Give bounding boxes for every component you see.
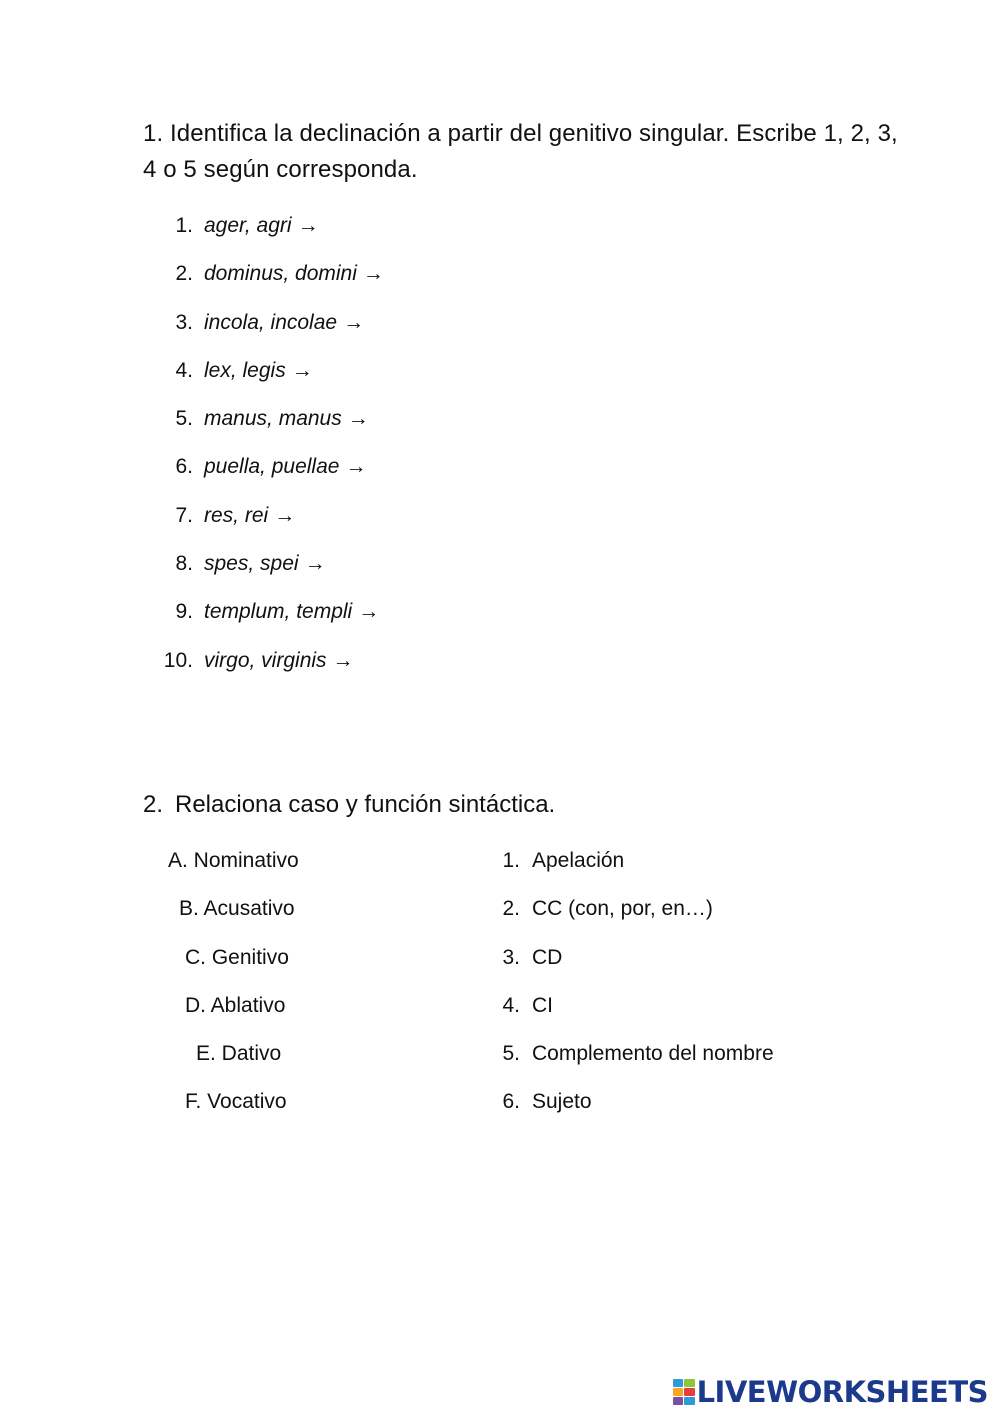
arrow-icon: → [347, 407, 369, 431]
arrow-icon: → [304, 552, 326, 576]
item-number: 3. [175, 310, 193, 334]
case-item: E. Dativo [196, 1042, 282, 1066]
arrow-icon: → [343, 310, 365, 334]
item-word: dominus, domini → [204, 262, 384, 286]
case-item: D. Ablativo [185, 993, 286, 1017]
function-label: Sujeto [532, 1090, 592, 1114]
function-label: CC (con, por, en…) [532, 897, 713, 921]
list-item [160, 547, 660, 595]
exercise-2-text: Relaciona caso y función sintáctica. [175, 791, 556, 818]
item-number: 6. [175, 455, 193, 479]
item-number: 9. [175, 600, 193, 624]
case-item: C. Genitivo [185, 945, 289, 969]
item-number: 10. [163, 648, 193, 672]
arrow-icon: → [332, 648, 354, 672]
item-number: 2. [175, 262, 193, 286]
item-word: virgo, virginis → [204, 648, 354, 672]
function-item [488, 892, 908, 940]
case-item: F. Vocativo [185, 1090, 287, 1114]
function-number: 3. [502, 945, 520, 969]
case-item: B. Acusativo [179, 897, 295, 921]
case-column [160, 844, 360, 1134]
item-word: lex, legis → [204, 358, 313, 382]
function-label: Complemento del nombre [532, 1042, 774, 1066]
function-item [488, 844, 908, 892]
function-number: 4. [502, 993, 520, 1017]
arrow-icon: → [362, 262, 384, 286]
item-word: templum, templi → [204, 600, 380, 624]
function-item [488, 1085, 908, 1133]
function-number: 2. [502, 897, 520, 921]
function-label: Apelación [532, 849, 625, 872]
list-item [160, 306, 660, 354]
arrow-icon: → [274, 503, 296, 527]
liveworksheets-logo [673, 1372, 988, 1412]
function-number: 5. [502, 1042, 520, 1066]
function-number: 1. [502, 849, 520, 872]
function-number: 6. [502, 1090, 520, 1114]
item-word: spes, spei → [204, 552, 326, 576]
arrow-icon: → [358, 600, 380, 624]
function-column [488, 844, 908, 1134]
exercise-2-number: 2. [143, 791, 164, 818]
item-number: 1. [175, 214, 193, 237]
item-number: 5. [175, 407, 193, 431]
arrow-icon: → [345, 455, 367, 479]
exercise-1-list [160, 209, 660, 692]
arrow-icon: → [297, 214, 319, 237]
list-item [160, 595, 660, 643]
item-word: incola, incolae → [204, 310, 365, 334]
logo-icon [673, 1379, 695, 1405]
exercise-1-title: 1. Identifica la declinación a partir del genitivo singular. Escribe 1, 2, 3, 4 o 5 según corresponda. [143, 120, 898, 183]
function-item [488, 1037, 908, 1085]
item-number: 7. [175, 503, 193, 527]
function-label: CI [532, 993, 553, 1017]
exercise-2-title [143, 787, 843, 823]
list-item [160, 354, 660, 402]
function-label: CD [532, 945, 563, 969]
function-item [488, 941, 908, 989]
list-item [160, 499, 660, 547]
list-item [160, 450, 660, 498]
item-word: res, rei → [204, 503, 296, 527]
list-item [160, 644, 660, 692]
item-number: 4. [175, 358, 193, 382]
list-item [160, 257, 660, 305]
item-word: ager, agri → [204, 214, 319, 237]
case-item: A. Nominativo [168, 849, 299, 872]
arrow-icon: → [291, 358, 313, 382]
list-item [160, 209, 660, 257]
item-word: manus, manus → [204, 407, 369, 431]
brand-name: LIVEWORKSHEETS [696, 1375, 988, 1409]
item-number: 8. [175, 552, 193, 576]
list-item [160, 402, 660, 450]
item-word: puella, puellae → [204, 455, 367, 479]
function-item [488, 989, 908, 1037]
